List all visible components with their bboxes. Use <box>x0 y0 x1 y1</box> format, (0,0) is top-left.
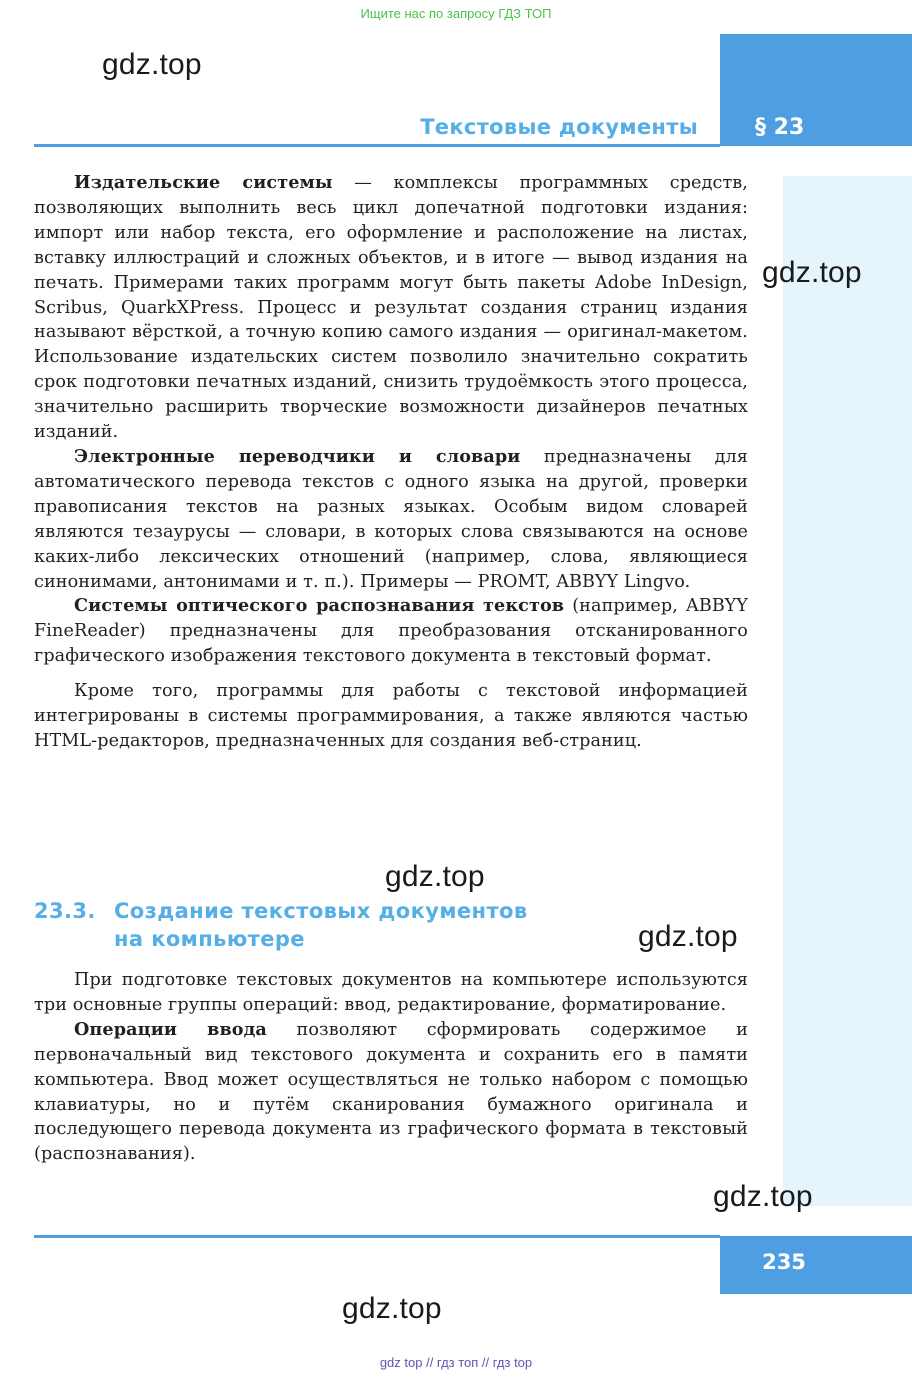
paragraph-text: предназначены для автоматического перевода текстов с одного языка на другой, проверки правописания текстов на разных языках. Особым видом словарей являются тезаурусы — словари, в которых слова связываются на основе каких-либо лексических отношений (например, слова, являющиеся синонимами, антонимами и т. п.). Примеры — PROMT, ABBYY Lingvo. <box>34 446 748 592</box>
watermark-6: gdz.top <box>342 1292 442 1325</box>
paragraph-input-operations <box>34 1018 748 1167</box>
footer-rule <box>34 1235 720 1238</box>
header-rule <box>34 144 720 147</box>
paragraph-other: Кроме того, программы для работы с текстовой информацией интегрированы в системы программирования, а также являются частью HTML-редакторов, предназначенных для создания веб-страниц. <box>34 681 748 751</box>
paragraph-publishing <box>34 171 748 445</box>
paragraph-text: (например, ABBYY FineReader) предназначены для преобразования отсканированного графического изображения текстового документа в текстовый формат. <box>34 596 748 667</box>
term-publishing-systems: Издательские системы <box>74 172 333 193</box>
header-blue-block <box>720 34 912 146</box>
watermark-1: gdz.top <box>102 48 202 81</box>
subsection-heading <box>34 897 634 953</box>
subsection-title-line2: на компьютере <box>114 927 305 951</box>
top-search-banner: Ищите нас по запросу ГДЗ ТОП <box>360 6 552 21</box>
subsection-number: 23.3. <box>34 899 96 923</box>
term-input-operations: Операции ввода <box>74 1018 267 1040</box>
subsection-title-line1: Создание текстовых документов <box>114 899 528 923</box>
term-ocr: Системы оптического распознавания текстов <box>74 595 565 617</box>
page-number: 235 <box>762 1250 806 1274</box>
section-number: § 23 <box>755 115 805 140</box>
subsection-text <box>34 968 748 1167</box>
paragraph-translators <box>34 445 748 594</box>
paragraph-operations: При подготовке текстовых документов на компьютере используются три основные группы операций: ввод, редактирование, форматирование. <box>34 970 748 1015</box>
watermark-3: gdz.top <box>385 860 485 893</box>
paragraph-text: позволяют сформировать содержимое и первоначальный вид текстового документа и сохранить его в памяти компьютера. Ввод может осуществляться не только набором с помощью клавиатуры, но и путём сканирования бумажного оригинала и последующего перевода документа из графического формата в текстовый (распознавания). <box>34 1019 748 1165</box>
watermark-2: gdz.top <box>762 256 862 289</box>
paragraph-ocr <box>34 594 748 669</box>
chapter-title: Текстовые документы <box>420 115 698 139</box>
term-translators: Электронные переводчики и словари <box>74 445 521 467</box>
main-text <box>34 171 748 754</box>
watermark-4: gdz.top <box>638 920 738 953</box>
bottom-links[interactable]: gdz top // гдз топ // гдз top <box>379 1355 533 1370</box>
paragraph-text: — комплексы программных средств, позволяющих выполнить весь цикл допечатной подготовки издания: импорт или набор текста, его оформление и расположение на листах, вставку иллюстраций и сложных объектов, и в итоге — вывод издания на печать. Примерами таких программ могут быть пакеты Adobe InDesign, Scribus, QuarkXPress. Процесс и результат создания страниц издания называют вёрсткой, а точную копию самого издания — оригинал-макетом. Использование издательских систем позволило значительно сократить срок подготовки печатных изданий, снизить трудоёмкость этого процесса, значительно расширить творческие возможности дизайнеров печатных изданий. <box>34 173 748 443</box>
watermark-5: gdz.top <box>713 1180 813 1213</box>
margin-band <box>783 176 912 1206</box>
